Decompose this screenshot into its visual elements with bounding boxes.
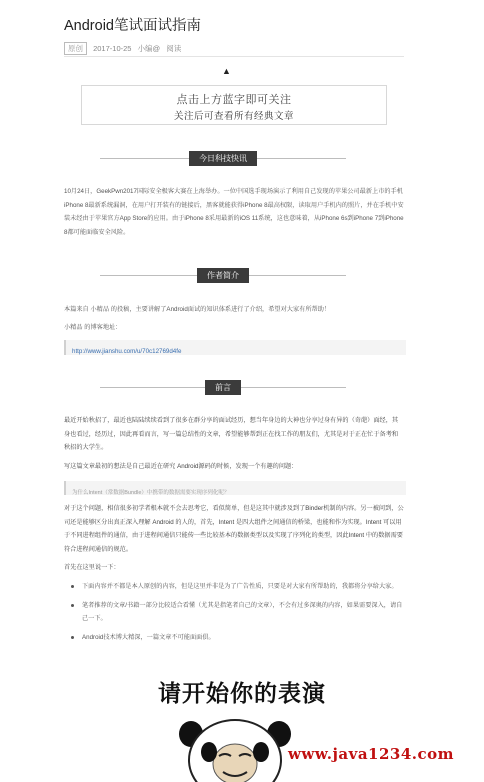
author-intro: 本篇来自 小精品 的投稿，主要讲解了Android面试的知识体系进行了介绍，希望对大家有所帮助！	[64, 306, 331, 313]
meme-caption: 请开始你的表演	[158, 681, 326, 707]
up-arrow-icon: ▲	[222, 66, 231, 76]
section-header-preface	[100, 380, 346, 395]
divider	[64, 56, 404, 57]
news-paragraph: 10月24日，GeekPwn2017国际安全极客大赛在上海举办。一位中国选手现场演示了利用自己发现的苹果公司最新上市的手机iPhone 8最新系统漏洞，在用户打开装有的链接后，黑客就能获得iPhone 8最高权限，读取用户手机内的照片，并在手机中安装未经由于苹果官方App Store的应用。由于iPhone 8采用最新的iOS 11系统，这也意味着，从iPhone 6s到iPhone 7到iPhone 8都可能面临安全风险。	[64, 188, 404, 236]
blog-link[interactable]: http://www.jianshu.com/u/70c12769d4fe	[72, 348, 182, 355]
section-header-news	[100, 151, 346, 166]
list-item: Android技术博大精深，一篇文章不可能面面俱。	[64, 631, 404, 644]
follow-prompt-box[interactable]	[81, 85, 387, 125]
preface-paragraph-2: 写这篇文章最初的想法是自己最近在研究 Android源码的时候，发现一个有趣的问题：	[64, 463, 298, 470]
section-label: 今日科技快讯	[189, 151, 257, 166]
preface-paragraph-4: 首先在这里说一下：	[64, 564, 120, 571]
section-label: 作者简介	[197, 268, 249, 283]
article-meta	[64, 42, 185, 55]
preface-paragraph-1: 最近开始秋招了，最近也陆陆续续看到了很多在群分享的面试经历，想当年身边的大神也分享过身有异的（奇葩）面经，其身也看过，经历过，因此再看而言，写一篇总结性的文章，希望能够帮到正在找工作的朋友们，尤其是对于正在忙于备考和秋招的大学生。	[64, 417, 399, 451]
quote-text: 为什么Intent（常数据Bundle）中携带的数据需要实现序列化呢？	[72, 490, 230, 496]
category-badge: 原创	[64, 42, 87, 55]
quote-block	[64, 481, 406, 495]
author-name[interactable]: 小编@	[137, 44, 161, 53]
publish-date: 2017-10-25	[93, 44, 132, 53]
preface-paragraph-3: 对于这个问题，相信很多初学者根本就不会去思考它，看似简单，但是这其中就涉及到了Binder机制的内容。另一被问到，公司还是能够区分出真正深入理解 Android 的人的，首先，Intent 是四大组件之间通信的桥梁，也能和作为实现。Intent 可以用于不同进程组件的通信，由于进程间通信只能传一些比较基本的数据类型以及实现了序列化的类型，因此Intent 中的数据需要符合进程间通信的规范。	[64, 505, 404, 553]
section-label: 前言	[205, 380, 241, 395]
views-label: 阅读	[166, 44, 182, 53]
preface-bullet-list	[64, 580, 404, 650]
follow-prompt-line2: 关注后可查看所有经典文章	[173, 111, 294, 122]
list-item: 下面内容并不都是本人原创的内容，但是这里并非是为了广告性质，只要是对大家有所帮助的，我都将分享给大家。	[64, 580, 404, 593]
blog-link-block	[64, 340, 406, 355]
list-item: 笔者推荐的文章/书籍一部分比较适合看懂（尤其是指笔者自己的文章），不会有过多深奥的内容，如果需要深入，请自己一下。	[64, 599, 404, 625]
blog-label: 小精品 的博客地址：	[64, 324, 122, 331]
article-title: Android笔试面试指南	[64, 18, 201, 34]
panda-meme-image	[175, 712, 295, 782]
follow-prompt-line1: 点击上方蓝字即可关注	[176, 94, 292, 106]
section-header-author	[100, 268, 346, 283]
watermark: www.java1234.com	[288, 745, 455, 763]
